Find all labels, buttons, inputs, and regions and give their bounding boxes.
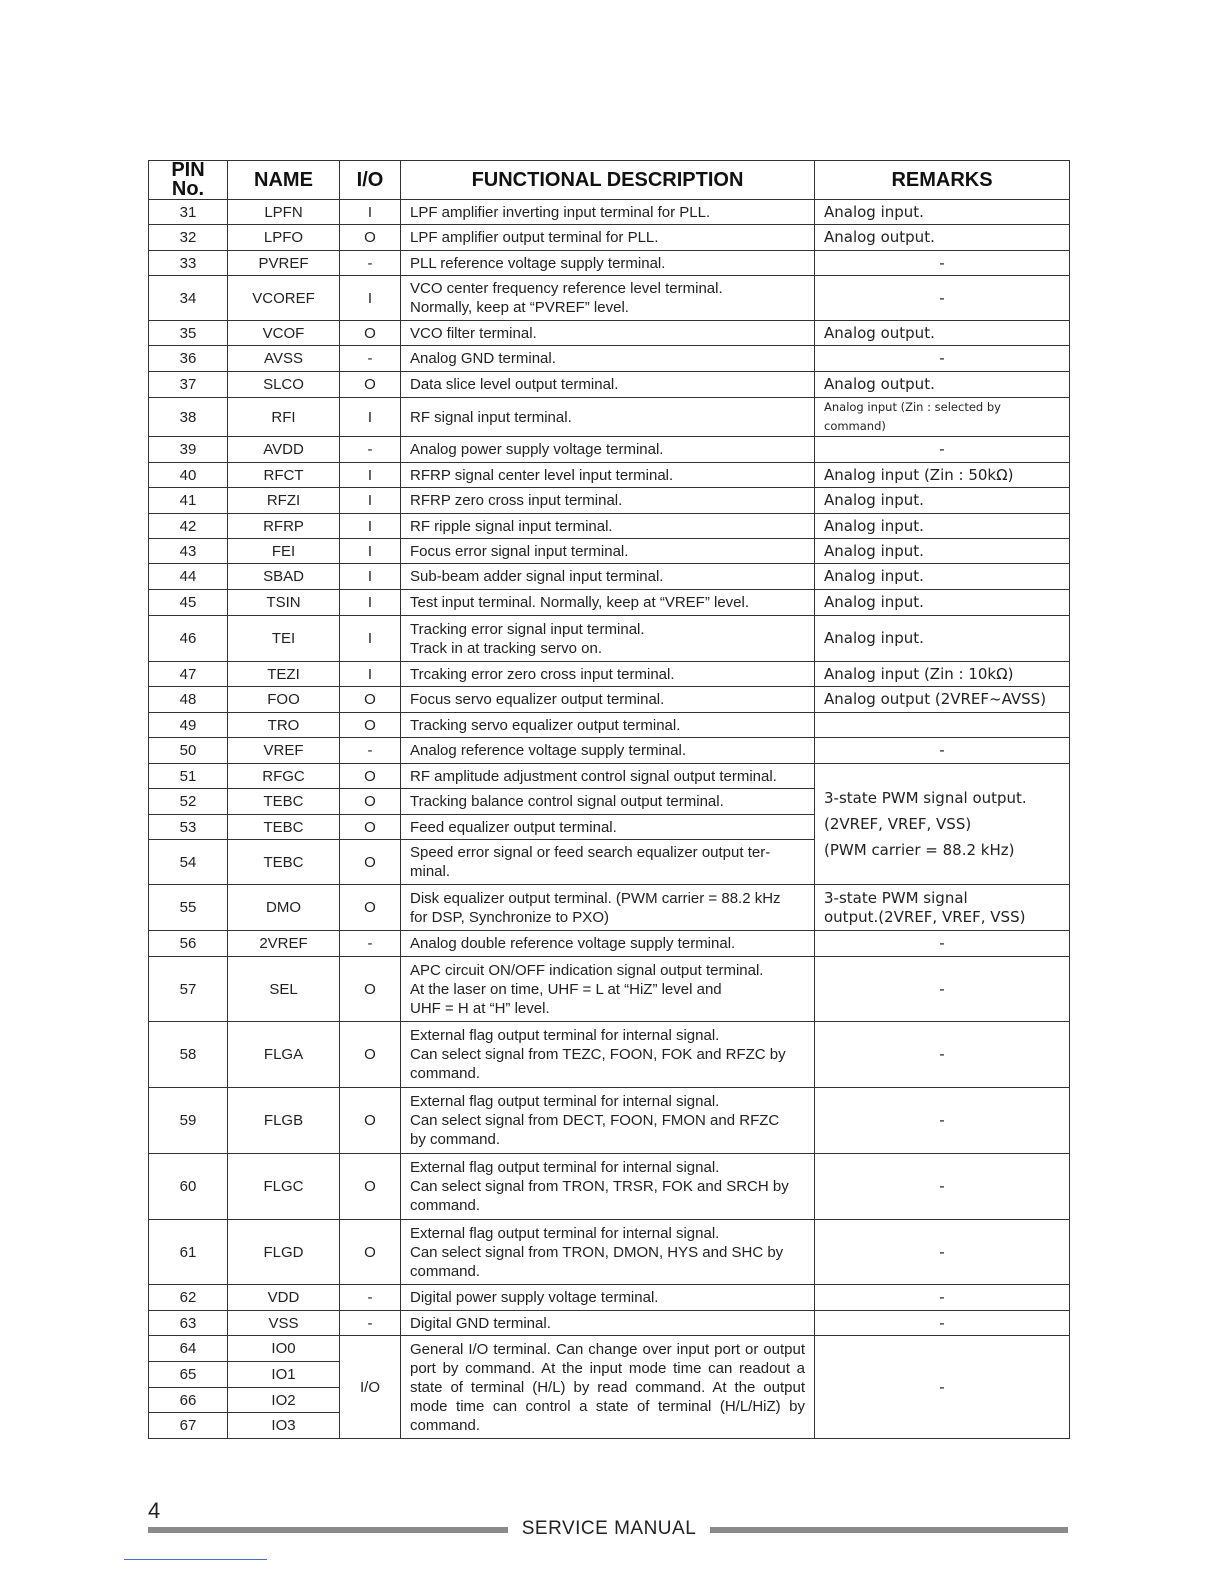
description-cell: RF ripple signal input terminal. xyxy=(401,514,815,539)
remarks-cell: Analog input. xyxy=(815,514,1070,539)
pin-name-cell: TRO xyxy=(228,713,340,738)
pin-name-cell: RFCT xyxy=(228,463,340,488)
pin-name-cell: DMO xyxy=(228,885,340,931)
pin-number-cell: 55 xyxy=(149,885,228,931)
io-cell: O xyxy=(340,1088,401,1154)
pin-name-cell: VDD xyxy=(228,1285,340,1311)
table-row xyxy=(149,1088,1070,1154)
description-cell-group-io: General I/O terminal. Can change over input port or output port by command. At the input mode time can readout a state of terminal (H/L) by read command. At the output mode time can control a state of terminal (H/L/HiZ) by command. xyxy=(401,1336,815,1439)
pin-name-cell: VCOF xyxy=(228,321,340,346)
pin-name-cell: AVSS xyxy=(228,346,340,372)
remarks-cell: Analog input. xyxy=(815,616,1070,662)
remarks-cell: - xyxy=(815,1220,1070,1285)
pin-number-cell: 62 xyxy=(149,1285,228,1311)
io-cell: I xyxy=(340,539,401,564)
pin-number-cell: 49 xyxy=(149,713,228,738)
table-row xyxy=(149,738,1070,764)
pin-name-cell: FLGA xyxy=(228,1022,340,1088)
description-cell: RFRP signal center level input terminal. xyxy=(401,463,815,488)
description-cell: Digital power supply voltage terminal. xyxy=(401,1285,815,1311)
table-row xyxy=(149,539,1070,564)
pin-number-cell: 47 xyxy=(149,662,228,687)
table-row xyxy=(149,616,1070,662)
pin-name-cell: PVREF xyxy=(228,251,340,276)
table-row xyxy=(149,200,1070,225)
description-cell: Trcaking error zero cross input terminal. xyxy=(401,662,815,687)
table-row xyxy=(149,251,1070,276)
pin-name-cell: IO1 xyxy=(228,1362,340,1388)
pin-number-cell: 51 xyxy=(149,764,228,789)
table-row xyxy=(149,1336,1070,1362)
pin-number-cell: 54 xyxy=(149,840,228,885)
remarks-cell: - xyxy=(815,1285,1070,1311)
pin-name-cell: FLGB xyxy=(228,1088,340,1154)
pin-name-cell: VCOREF xyxy=(228,276,340,321)
remarks-cell: Analog input (Zin : 50kΩ) xyxy=(815,463,1070,488)
description-cell: Disk equalizer output terminal. (PWM carrier = 88.2 kHz for DSP, Synchronize to PXO) xyxy=(401,885,815,931)
io-cell: O xyxy=(340,840,401,885)
description-cell: Feed equalizer output terminal. xyxy=(401,815,815,840)
table-header-row xyxy=(149,161,1070,200)
pin-number-cell: 60 xyxy=(149,1154,228,1220)
table-row xyxy=(149,372,1070,398)
pin-name-cell: VSS xyxy=(228,1311,340,1336)
pin-number-cell: 36 xyxy=(149,346,228,372)
description-cell: APC circuit ON/OFF indication signal output terminal. At the laser on time, UHF = L at “HiZ” level and UHF = H at “H” level. xyxy=(401,957,815,1022)
description-cell: Sub-beam adder signal input terminal. xyxy=(401,564,815,590)
io-cell: - xyxy=(340,738,401,764)
table-row xyxy=(149,957,1070,1022)
pin-name-cell: LPFO xyxy=(228,225,340,251)
description-cell: External flag output terminal for internal signal. Can select signal from TEZC, FOON, FOK and RFZC by command. xyxy=(401,1022,815,1088)
pin-number-cell: 66 xyxy=(149,1388,228,1413)
pin-number-cell: 45 xyxy=(149,590,228,616)
table-row xyxy=(149,321,1070,346)
remarks-cell: Analog output. xyxy=(815,225,1070,251)
footer-rule-right xyxy=(710,1527,1068,1533)
table-body xyxy=(149,200,1070,1439)
io-cell: I xyxy=(340,564,401,590)
pin-number-cell: 37 xyxy=(149,372,228,398)
footer-rule-left xyxy=(148,1527,508,1533)
pin-number-cell: 44 xyxy=(149,564,228,590)
remarks-cell: Analog input. xyxy=(815,200,1070,225)
pin-number-cell: 31 xyxy=(149,200,228,225)
description-cell: Speed error signal or feed search equalizer output ter- minal. xyxy=(401,840,815,885)
pin-number-cell: 65 xyxy=(149,1362,228,1388)
io-cell: O xyxy=(340,957,401,1022)
header-remarks: REMARKS xyxy=(815,161,1070,200)
description-cell: External flag output terminal for internal signal. Can select signal from TRON, DMON, HYS and SHC by command. xyxy=(401,1220,815,1285)
pin-number-cell: 56 xyxy=(149,931,228,957)
pin-number-cell: 41 xyxy=(149,488,228,514)
table-row xyxy=(149,1311,1070,1336)
table-row xyxy=(149,564,1070,590)
pin-name-cell: FLGD xyxy=(228,1220,340,1285)
table-row xyxy=(149,437,1070,463)
io-cell: O xyxy=(340,815,401,840)
remarks-cell: Analog output. xyxy=(815,372,1070,398)
io-cell: O xyxy=(340,372,401,398)
io-cell: - xyxy=(340,437,401,463)
remarks-cell: Analog input (Zin : selected by command) xyxy=(815,398,1070,437)
io-cell: I xyxy=(340,463,401,488)
pin-name-cell: RFRP xyxy=(228,514,340,539)
io-cell: - xyxy=(340,251,401,276)
header-pin-no: PIN No. xyxy=(149,161,228,200)
remarks-cell: - xyxy=(815,738,1070,764)
io-cell: I xyxy=(340,590,401,616)
table-row xyxy=(149,276,1070,321)
pin-number-cell: 46 xyxy=(149,616,228,662)
pin-name-cell: IO0 xyxy=(228,1336,340,1362)
pin-name-cell: 2VREF xyxy=(228,931,340,957)
io-cell: - xyxy=(340,931,401,957)
pin-number-cell: 67 xyxy=(149,1413,228,1439)
pin-name-cell: TEZI xyxy=(228,662,340,687)
pin-number-cell: 59 xyxy=(149,1088,228,1154)
io-cell: O xyxy=(340,764,401,789)
io-cell: I xyxy=(340,662,401,687)
remarks-cell: - xyxy=(815,931,1070,957)
table-row xyxy=(149,488,1070,514)
pin-number-cell: 63 xyxy=(149,1311,228,1336)
description-cell: PLL reference voltage supply terminal. xyxy=(401,251,815,276)
table-row xyxy=(149,346,1070,372)
description-cell: LPF amplifier inverting input terminal for PLL. xyxy=(401,200,815,225)
table-row xyxy=(149,1154,1070,1220)
pin-name-cell: TSIN xyxy=(228,590,340,616)
pin-number-cell: 58 xyxy=(149,1022,228,1088)
table-row xyxy=(149,514,1070,539)
description-cell: Analog power supply voltage terminal. xyxy=(401,437,815,463)
io-cell: - xyxy=(340,1285,401,1311)
pin-number-cell: 64 xyxy=(149,1336,228,1362)
remarks-cell: Analog input (Zin : 10kΩ) xyxy=(815,662,1070,687)
pin-number-cell: 34 xyxy=(149,276,228,321)
table-row xyxy=(149,713,1070,738)
remarks-cell: - xyxy=(815,437,1070,463)
remarks-cell: Analog output. xyxy=(815,321,1070,346)
remarks-cell: - xyxy=(815,251,1070,276)
pin-name-cell: RFZI xyxy=(228,488,340,514)
remarks-cell: - xyxy=(815,1088,1070,1154)
pin-name-cell: TEI xyxy=(228,616,340,662)
table-row xyxy=(149,590,1070,616)
io-cell: I xyxy=(340,398,401,437)
table-row xyxy=(149,885,1070,931)
description-cell: Analog GND terminal. xyxy=(401,346,815,372)
io-cell: I xyxy=(340,276,401,321)
pin-name-cell: VREF xyxy=(228,738,340,764)
table-row xyxy=(149,764,1070,789)
description-cell: External flag output terminal for internal signal. Can select signal from DECT, FOON, FMON and RFZC by command. xyxy=(401,1088,815,1154)
pin-name-cell: FLGC xyxy=(228,1154,340,1220)
io-cell: O xyxy=(340,225,401,251)
pin-name-cell: TEBC xyxy=(228,789,340,815)
pin-name-cell: LPFN xyxy=(228,200,340,225)
description-cell: Test input terminal. Normally, keep at “VREF” level. xyxy=(401,590,815,616)
pin-number-cell: 61 xyxy=(149,1220,228,1285)
io-cell: I xyxy=(340,616,401,662)
pin-number-cell: 35 xyxy=(149,321,228,346)
table-row xyxy=(149,1220,1070,1285)
pin-name-cell: TEBC xyxy=(228,840,340,885)
io-cell: O xyxy=(340,1022,401,1088)
description-cell: VCO filter terminal. xyxy=(401,321,815,346)
io-cell: O xyxy=(340,1154,401,1220)
pin-number-cell: 43 xyxy=(149,539,228,564)
io-cell: O xyxy=(340,789,401,815)
remarks-cell: - xyxy=(815,1311,1070,1336)
remarks-cell: Analog input. xyxy=(815,590,1070,616)
scan-artifact-line xyxy=(124,1559,267,1560)
table-row xyxy=(149,1022,1070,1088)
io-cell: - xyxy=(340,1311,401,1336)
table-row xyxy=(149,1285,1070,1311)
description-cell: Tracking balance control signal output terminal. xyxy=(401,789,815,815)
io-cell: O xyxy=(340,713,401,738)
pin-name-cell: RFGC xyxy=(228,764,340,789)
remarks-cell xyxy=(815,713,1070,738)
io-cell: - xyxy=(340,346,401,372)
description-cell: Tracking error signal input terminal. Track in at tracking servo on. xyxy=(401,616,815,662)
io-cell-group-io: I/O xyxy=(340,1336,401,1439)
remarks-cell: - xyxy=(815,346,1070,372)
pin-name-cell: FEI xyxy=(228,539,340,564)
remarks-cell: Analog output (2VREF~AVSS) xyxy=(815,687,1070,713)
io-cell: O xyxy=(340,885,401,931)
pin-name-cell: AVDD xyxy=(228,437,340,463)
remarks-cell: 3-state PWM signal output.(2VREF, VREF, VSS) xyxy=(815,885,1070,931)
header-name: NAME xyxy=(228,161,340,200)
pin-name-cell: IO2 xyxy=(228,1388,340,1413)
description-cell: RFRP zero cross input terminal. xyxy=(401,488,815,514)
remarks-cell-pwm-group: 3-state PWM signal output. (2VREF, VREF, VSS) (PWM carrier = 88.2 kHz) xyxy=(815,764,1070,885)
pin-name-cell: SEL xyxy=(228,957,340,1022)
pin-name-cell: SBAD xyxy=(228,564,340,590)
remarks-cell-group-io: - xyxy=(815,1336,1070,1439)
description-cell: LPF amplifier output terminal for PLL. xyxy=(401,225,815,251)
remarks-cell: - xyxy=(815,1022,1070,1088)
remarks-cell: - xyxy=(815,1154,1070,1220)
table-row xyxy=(149,931,1070,957)
remarks-cell: - xyxy=(815,957,1070,1022)
pin-name-cell: SLCO xyxy=(228,372,340,398)
remarks-cell: Analog input. xyxy=(815,564,1070,590)
pin-name-cell: IO3 xyxy=(228,1413,340,1439)
io-cell: O xyxy=(340,687,401,713)
remarks-cell: Analog input. xyxy=(815,488,1070,514)
pin-number-cell: 33 xyxy=(149,251,228,276)
footer-title: SERVICE MANUAL xyxy=(521,1518,697,1539)
pin-number-cell: 32 xyxy=(149,225,228,251)
header-io: I/O xyxy=(340,161,401,200)
io-cell: I xyxy=(340,488,401,514)
table-row xyxy=(149,225,1070,251)
io-cell: I xyxy=(340,514,401,539)
pin-name-cell: RFI xyxy=(228,398,340,437)
description-cell: Analog reference voltage supply terminal. xyxy=(401,738,815,764)
io-cell: I xyxy=(340,200,401,225)
io-cell: O xyxy=(340,321,401,346)
description-cell: External flag output terminal for internal signal. Can select signal from TRON, TRSR, FOK and SRCH by command. xyxy=(401,1154,815,1220)
io-cell: O xyxy=(340,1220,401,1285)
description-cell: Digital GND terminal. xyxy=(401,1311,815,1336)
description-cell: Analog double reference voltage supply terminal. xyxy=(401,931,815,957)
description-cell: RF amplitude adjustment control signal output terminal. xyxy=(401,764,815,789)
description-cell: Focus servo equalizer output terminal. xyxy=(401,687,815,713)
pin-number-cell: 50 xyxy=(149,738,228,764)
description-cell: Focus error signal input terminal. xyxy=(401,539,815,564)
table-row xyxy=(149,463,1070,488)
pin-number-cell: 48 xyxy=(149,687,228,713)
pin-name-cell: TEBC xyxy=(228,815,340,840)
description-cell: RF signal input terminal. xyxy=(401,398,815,437)
table-row xyxy=(149,398,1070,437)
description-cell: Tracking servo equalizer output terminal. xyxy=(401,713,815,738)
page-number: 4 xyxy=(148,1498,161,1523)
pin-name-cell: FOO xyxy=(228,687,340,713)
pin-number-cell: 42 xyxy=(149,514,228,539)
description-cell: Data slice level output terminal. xyxy=(401,372,815,398)
remarks-cell: - xyxy=(815,276,1070,321)
pin-number-cell: 39 xyxy=(149,437,228,463)
table-row xyxy=(149,662,1070,687)
pin-number-cell: 52 xyxy=(149,789,228,815)
header-functional-description: FUNCTIONAL DESCRIPTION xyxy=(401,161,815,200)
pin-number-cell: 57 xyxy=(149,957,228,1022)
pin-number-cell: 53 xyxy=(149,815,228,840)
table-row xyxy=(149,687,1070,713)
description-cell: VCO center frequency reference level terminal. Normally, keep at “PVREF” level. xyxy=(401,276,815,321)
pin-number-cell: 40 xyxy=(149,463,228,488)
pin-function-table xyxy=(148,160,1070,1439)
pin-number-cell: 38 xyxy=(149,398,228,437)
remarks-cell: Analog input. xyxy=(815,539,1070,564)
